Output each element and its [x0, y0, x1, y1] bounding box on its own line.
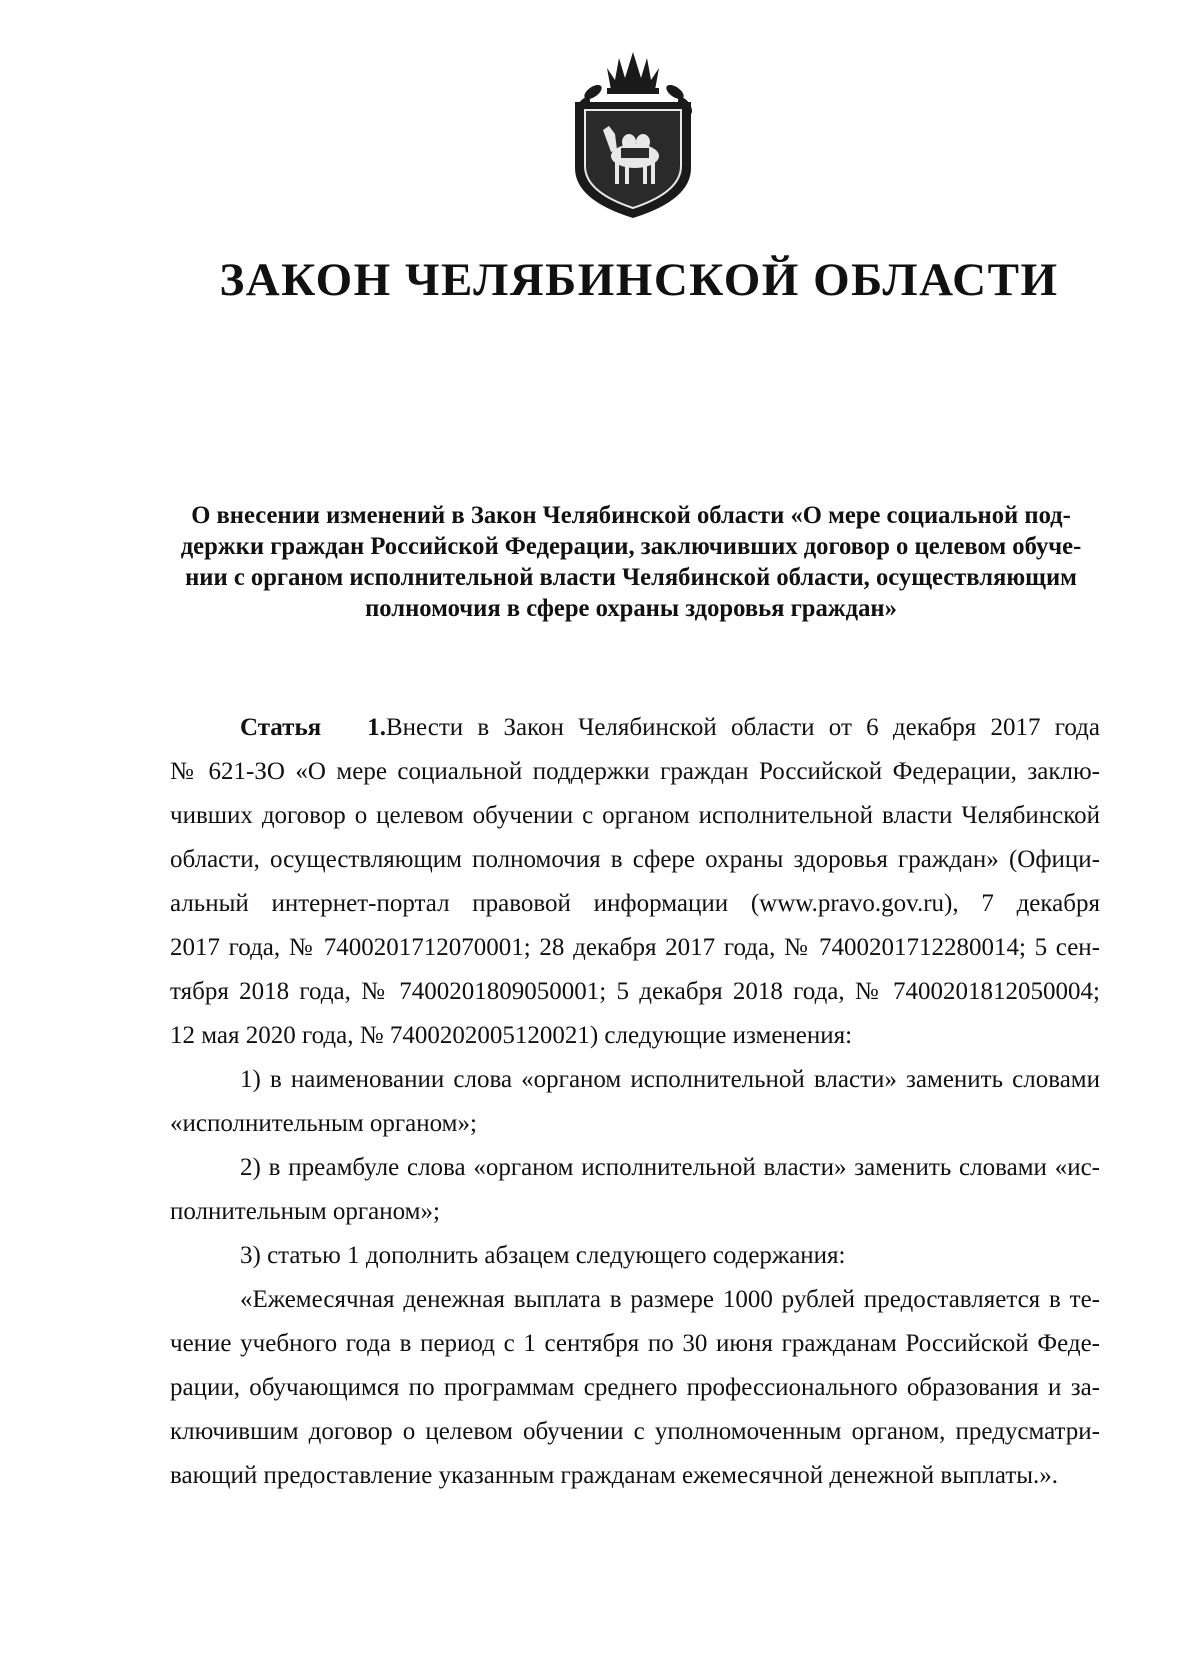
article-text-line: 2017 года, № 7400201712070001; 28 декабря 2017 года, № 7400201712280014; 5 сен- — [170, 934, 1100, 961]
article-1-first-line — [170, 706, 1100, 750]
article-text-line: чивших договор о целевом обучении с органом исполнительной власти Челябинской — [170, 802, 1100, 829]
item-text-line: 1) в наименовании слова «органом исполнительной власти» заменить словами — [240, 1066, 1100, 1093]
item-text-line: 2) в преамбуле слова «органом исполнительной власти» заменить словами «ис- — [240, 1154, 1100, 1181]
article-label: Статья 1. — [240, 714, 386, 741]
law-subject — [173, 500, 1089, 624]
article-1 — [170, 706, 1100, 1058]
subject-line: полномочия в сфере охраны здоровья граждан» — [365, 595, 897, 622]
article-text-line: № 621-ЗО «О мере социальной поддержки граждан Российской Федерации, заклю- — [170, 758, 1100, 785]
subject-line: нии с органом исполнительной власти Челябинской области, осуществляющим — [185, 564, 1077, 591]
item-text-line: 3) статью 1 дополнить абзацем следующего содержания: — [240, 1242, 846, 1269]
quote-text-line: вающий предоставление указанным гражданам ежемесячной денежной выплаты.». — [170, 1462, 1059, 1489]
item-text-line: «исполнительным органом»; — [170, 1110, 477, 1137]
amendment-item-3 — [170, 1234, 1100, 1278]
quote-text-line: чение учебного года в период с 1 сентября по 30 июня гражданам Российской Феде- — [170, 1330, 1100, 1357]
law-title: ЗАКОН ЧЕЛЯБИНСКОЙ ОБЛАСТИ — [219, 254, 1059, 306]
quote-text-line: «Ежемесячная денежная выплата в размере 1000 рублей предоставляется в те- — [240, 1286, 1100, 1313]
article-text-line: тября 2018 года, № 7400201809050001; 5 декабря 2018 года, № 7400201812050004; — [170, 978, 1100, 1005]
law-body — [170, 706, 1100, 1498]
subject-line: держки граждан Российской Федерации, заключивших договор о целевом обуче- — [180, 533, 1082, 560]
article-text-line: Внести в Закон Челябинской области от 6 декабря 2017 года — [386, 714, 1100, 741]
article-text-line: 12 мая 2020 года, № 7400202005120021) следующие изменения: — [170, 1022, 853, 1049]
subject-line: О внесении изменений в Закон Челябинской области «О мере социальной под- — [191, 502, 1071, 529]
quote-text-line: рации, обучающимся по программам среднего профессионального образования и за- — [170, 1374, 1100, 1401]
chelyabinsk-coat-of-arms-icon — [563, 50, 703, 220]
amendment-item-2 — [170, 1146, 1100, 1234]
amendment-item-1 — [170, 1058, 1100, 1146]
article-text-line: области, осуществляющим полномочия в сфере охраны здоровья граждан» (Офици- — [170, 846, 1100, 873]
article-text-line: альный интернет-портал правовой информации (www.pravo.gov.ru), 7 декабря — [170, 890, 1100, 917]
item-text-line: полнительным органом»; — [170, 1198, 440, 1225]
quote-text-line: ключившим договор о целевом обучении с уполномоченным органом, предусматри- — [170, 1418, 1100, 1445]
amendment-quote — [170, 1278, 1100, 1498]
